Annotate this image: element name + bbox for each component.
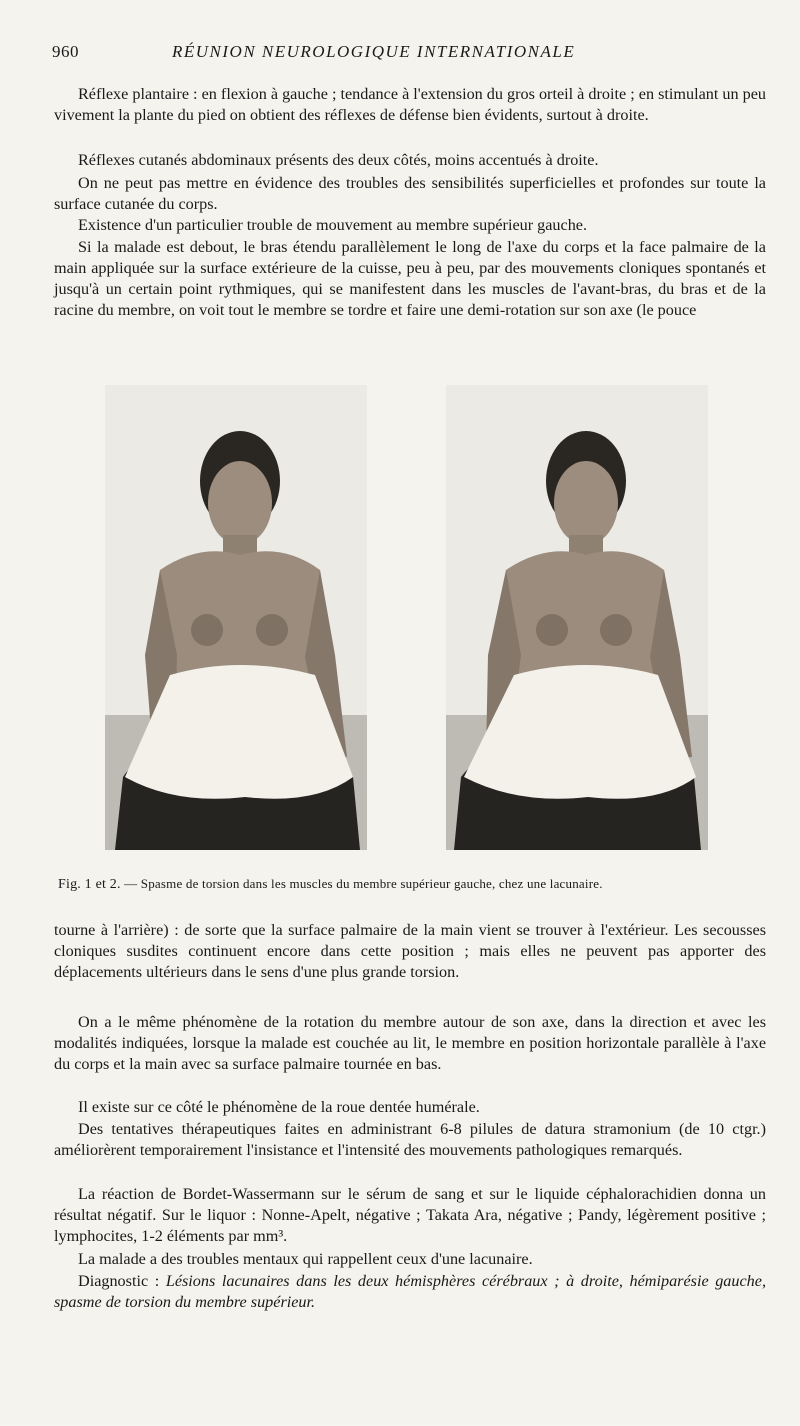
paragraph: On ne peut pas mettre en évidence des troubles des sensibilités superficielles et profondes sur toute la surface cutanée du corps. <box>54 174 766 213</box>
paragraph: Des tentatives thérapeutiques faites en administrant 6-8 pilules de datura stramonium (de 10 ctgr.) améliorèrent temporairement l'insistance et l'intensité des mouvements pathologiques remarqués. <box>54 1120 766 1159</box>
patient-photo-right-image <box>446 385 708 850</box>
paragraph: Existence d'un particulier trouble de mouvement au membre supérieur gauche. <box>78 216 588 234</box>
paragraph: tourne à l'arrière) : de sorte que la surface palmaire de la main vient se trouver à l'extérieur. Les secousses cloniques susdites continuent encore dans cette position ; mais elles ne peuvent pas apporter des déplacements ultérieurs dans le sens d'une plus grande torsion. <box>54 921 766 981</box>
page-header <box>52 42 748 68</box>
figure-caption-text: — Spasme de torsion dans les muscles du membre supérieur gauche, chez une lacunaire. <box>124 876 603 891</box>
running-title: RÉUNION NEUROLOGIQUE INTERNATIONALE <box>172 42 576 61</box>
figure-caption <box>58 876 778 893</box>
paragraph: Si la malade est debout, le bras étendu parallèlement le long de l'axe du corps et la face palmaire de la main appliquée sur la surface extérieure de la cuisse, peu à peu, par des mouvements cloniques spontanés et jusqu'à un certain point rythmiques, qui se manifestent dans les muscles de l'avant-bras, du bras et de la racine du membre, on voit tout le membre se tordre et faire une demi-rotation sur son axe (le pouce <box>54 238 766 319</box>
paragraph: Réflexes cutanés abdominaux présents des deux côtés, moins accentués à droite. <box>78 151 599 169</box>
diagnosis-label: Diagnostic : <box>78 1272 160 1290</box>
page-number: 960 <box>52 42 79 61</box>
paragraph: La réaction de Bordet-Wassermann sur le sérum de sang et sur le liquide céphalorachidien donna un résultat négatif. Sur le liquor : Nonne-Apelt, négative ; Takata Ara, négative ; Pandy, légèrement positive ; lymphocites, 1-2 éléments par mm³. <box>54 1185 766 1245</box>
paragraph: La malade a des troubles mentaux qui rappellent ceux d'une lacunaire. <box>78 1250 533 1268</box>
paragraph: Il existe sur ce côté le phénomène de la roue dentée humérale. <box>78 1098 480 1116</box>
patient-photo-left-image <box>105 385 367 850</box>
paragraph: On a le même phénomène de la rotation du membre autour de son axe, dans la direction et avec les modalités indiquées, lorsque la malade est couchée au lit, le membre en position horizontale parallèle à l'axe du corps et la main avec sa surface palmaire tournée en bas. <box>54 1013 766 1073</box>
figure-label: Fig. 1 et 2. <box>58 877 121 892</box>
diagnosis-text: Lésions lacunaires dans les deux hémisphères cérébraux ; à droite, hémiparésie gauche, spasme de torsion du membre supérieur. <box>54 1272 767 1311</box>
diagnosis-paragraph <box>54 1271 766 1313</box>
patient-photo-right <box>446 385 708 850</box>
patient-photo-left <box>105 385 367 850</box>
paragraph: Réflexe plantaire : en flexion à gauche ; tendance à l'extension du gros orteil à droite ; en stimulant un peu vivement la plante du pied on obtient des réflexes de défense bien évidents, surtout à droite. <box>54 85 766 124</box>
